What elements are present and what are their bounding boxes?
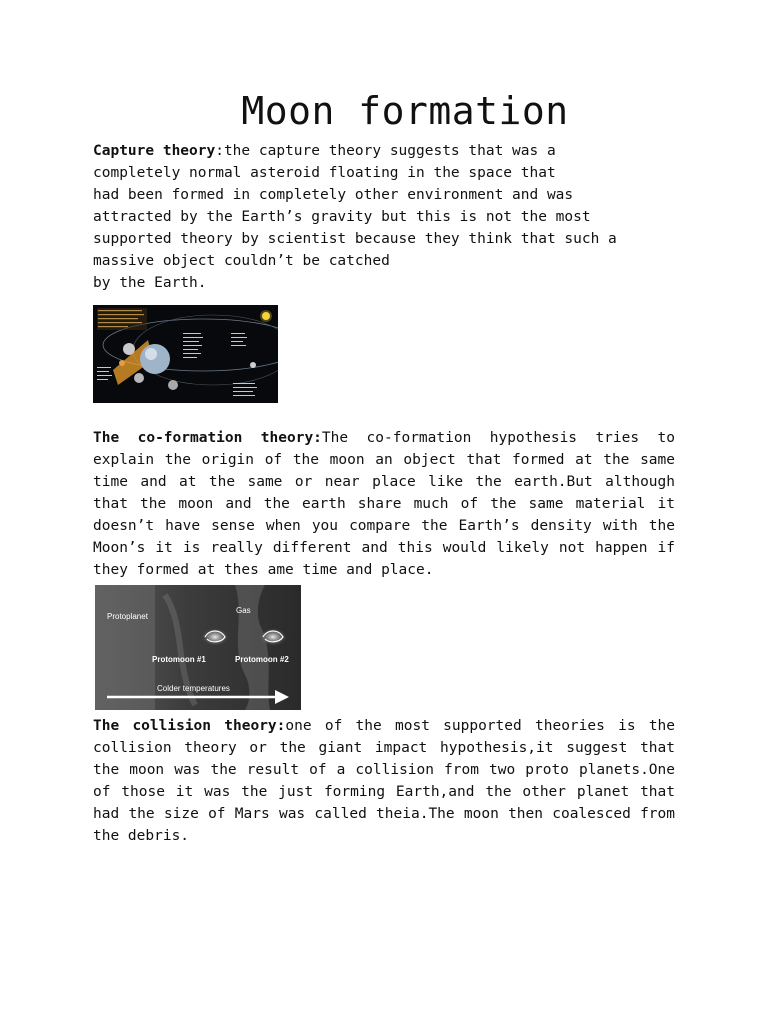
capture-theory-text: :the capture theory suggests that was a xyxy=(215,143,556,159)
colder-temperatures-label: Colder temperatures xyxy=(157,684,230,693)
protomoon-1-label: Protomoon #1 xyxy=(152,655,206,664)
gas-label: Gas xyxy=(236,606,251,615)
collision-theory-text: one of the most supported theories is the collision theory or the giant impact hypothesis,it suggest that the moon was the result of a collision from two proto planets.One of those it was the just forming Earth,and the other planet that had the size of Mars was called theia.The moon then coalesced from the debris. xyxy=(93,718,676,844)
capture-theory-paragraph xyxy=(93,140,675,294)
co-formation-theory-image xyxy=(95,585,301,710)
capture-theory-image xyxy=(93,305,278,403)
page-title: Moon formation xyxy=(241,89,569,133)
collision-theory-paragraph xyxy=(93,715,675,847)
capture-theory-line-7: by the Earth. xyxy=(93,275,207,291)
capture-theory-line-1 xyxy=(93,140,675,162)
co-formation-theory-text: The co-formation hypothesis tries to explain the origin of the moon an object that formed at the same time and at the same or near place like the earth.But although that the moon and the earth share much of the same material it doesn’t have sense when you compare the Earth’s density with the Moon’s it is really different and this would likely not happen if they formed at thes ame time and place. xyxy=(93,430,675,578)
capture-theory-line-3: had been formed in completely other environment and was xyxy=(93,187,574,203)
collision-theory-heading: The collision theory: xyxy=(93,718,286,734)
protomoon-2-label: Protomoon #2 xyxy=(235,655,289,664)
co-formation-theory-heading: The co-formation theory: xyxy=(93,430,322,446)
capture-theory-line-2: completely normal asteroid floating in the space that xyxy=(93,165,556,181)
protoplanet-label: Protoplanet xyxy=(107,612,148,621)
capture-theory-line-4: attracted by the Earth’s gravity but this is not the most xyxy=(93,209,591,225)
capture-theory-heading: Capture theory xyxy=(93,143,216,159)
solar-system-diagram xyxy=(93,305,278,403)
co-formation-theory-paragraph xyxy=(93,427,675,581)
capture-theory-line-6: massive object couldn’t be catched xyxy=(93,253,390,269)
capture-theory-line-5: supported theory by scientist because they think that such a xyxy=(93,231,617,247)
